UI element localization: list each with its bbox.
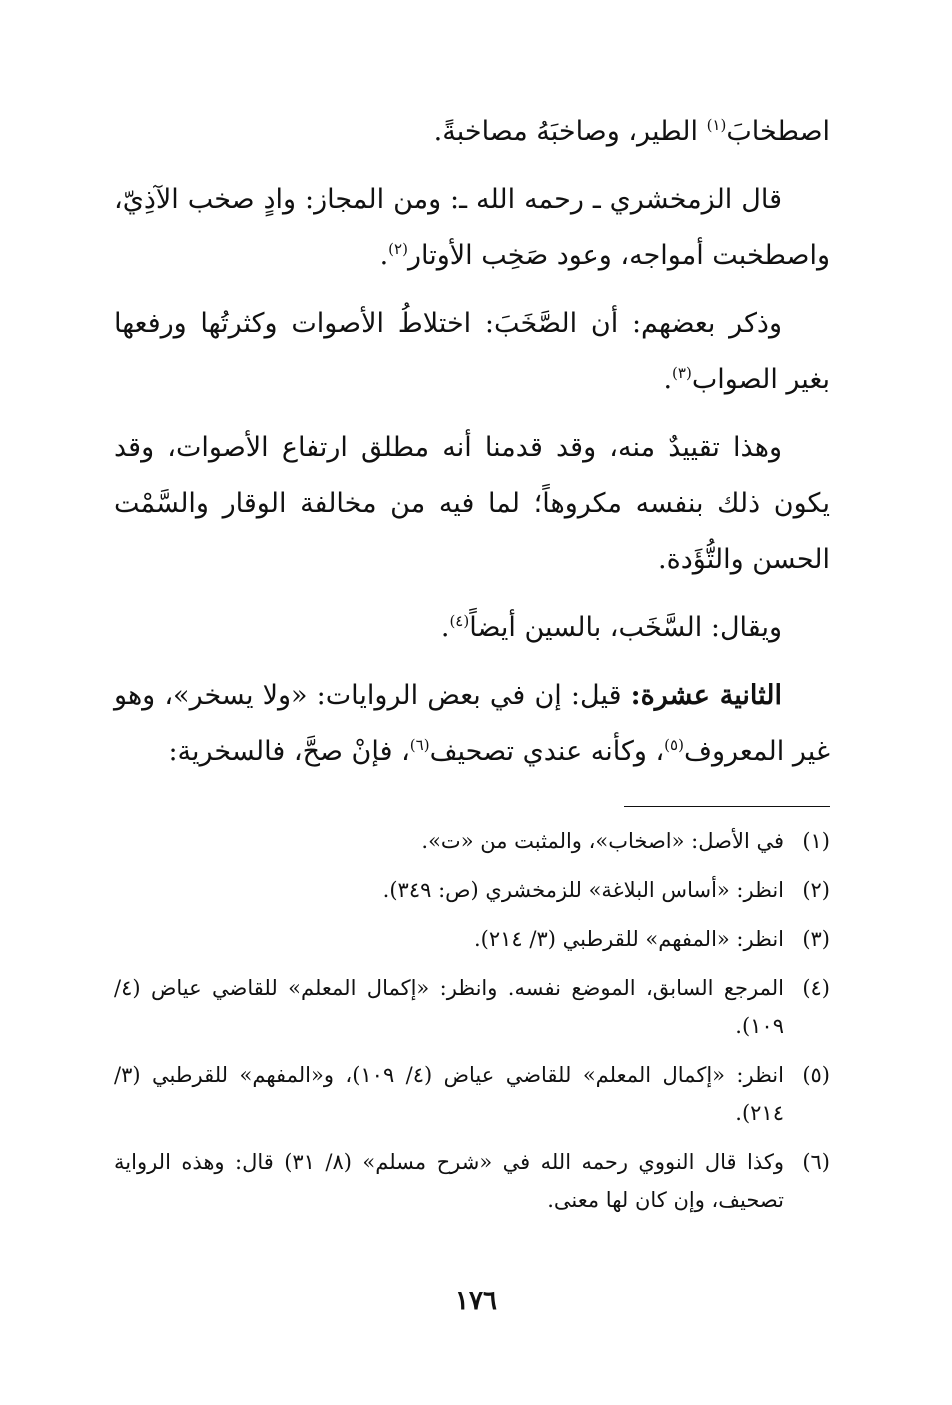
footnote-text: انظر: «أساس البلاغة» للزمخشري (ص: ٣٤٩). bbox=[382, 878, 784, 902]
footnote-item bbox=[114, 1056, 830, 1132]
footnote-item bbox=[114, 871, 830, 909]
footnote-ref-1: (١) bbox=[706, 116, 727, 134]
paragraph-2 bbox=[114, 172, 830, 284]
footnote-item bbox=[114, 920, 830, 958]
paragraph-4 bbox=[114, 420, 830, 588]
footnote-divider bbox=[624, 806, 830, 807]
footnote-number: (١) bbox=[802, 829, 830, 853]
footnote-number: (٣) bbox=[802, 927, 830, 951]
paragraph-text: وهذا تقييدٌ منه، وقد قدمنا أنه مطلق ارتفاع الأصوات، وقد يكون ذلك بنفسه مكروهاً؛ لما فيه من مخالفة الوقار والسَّمْت الحسن والتُّؤَدة. bbox=[114, 432, 830, 575]
section-heading: الثانية عشرة: bbox=[630, 680, 782, 711]
footnote-number: (٥) bbox=[802, 1063, 830, 1087]
page-number: ١٧٦ bbox=[455, 1286, 497, 1316]
footnote-item bbox=[114, 969, 830, 1045]
paragraph-text: . bbox=[379, 240, 389, 271]
footnote-item bbox=[114, 1143, 830, 1219]
footnote-text: انظر: «إكمال المعلم» للقاضي عياض (٤/ ١٠٩)، و«المفهم» للقرطبي (٣/ ٢١٤). bbox=[114, 1063, 784, 1125]
paragraph-text: قيل: إن في بعض الروايات: «ولا يسخر»، وهو غير المعروف bbox=[114, 680, 830, 767]
paragraph-3 bbox=[114, 296, 830, 408]
paragraph-text: الطير، وصاخبَهُ مصاخبةً. bbox=[433, 116, 707, 147]
footnote-number: (٦) bbox=[802, 1150, 830, 1174]
paragraph-text: ويقال: السَّخَب، بالسين أيضاً bbox=[469, 612, 782, 643]
paragraph-text: قال الزمخشري ـ رحمه الله ـ: ومن المجاز: وادٍ صخب الآذِيّ، واصطخبت أمواجه، وعود صَخِب الأوتار bbox=[114, 184, 830, 271]
footnote-ref-6: (٦) bbox=[409, 736, 430, 754]
footnote-text: انظر: «المفهم» للقرطبي (٣/ ٢١٤). bbox=[473, 927, 784, 951]
footnote-item bbox=[114, 822, 830, 860]
paragraph-text: . bbox=[663, 364, 673, 395]
paragraph-6 bbox=[114, 668, 830, 780]
footnote-ref-4: (٤) bbox=[449, 612, 470, 630]
footnote-number: (٢) bbox=[802, 878, 830, 902]
footnote-text: وكذا قال النووي رحمه الله في «شرح مسلم» (٨/ ٣١) قال: وهذه الرواية تصحيف، وإن كان لها معنى. bbox=[114, 1150, 784, 1212]
footnote-text: في الأصل: «اصخاب»، والمثبت من «ت». bbox=[421, 829, 784, 853]
paragraph-text: اصطخابَ bbox=[726, 116, 830, 147]
footnote-ref-3: (٣) bbox=[672, 364, 692, 382]
paragraph-text: . bbox=[440, 612, 450, 643]
paragraph-text: ، وكأنه عندي تصحيف bbox=[429, 736, 665, 767]
footnote-text: المرجع السابق، الموضع نفسه. وانظر: «إكمال المعلم» للقاضي عياض (٤/ ١٠٩). bbox=[114, 976, 784, 1038]
paragraph-text: وذكر بعضهم: أن الصَّخَبَ: اختلاطُ الأصوات وكثرتُها ورفعها بغير الصواب bbox=[114, 308, 830, 395]
main-text bbox=[114, 96, 830, 792]
paragraph-text: ، فإنْ صحَّ، فالسخرية: bbox=[168, 736, 410, 767]
footnote-ref-2: (٢) bbox=[388, 240, 408, 258]
paragraph-1 bbox=[114, 104, 830, 160]
footnotes bbox=[114, 822, 830, 1230]
footnote-number: (٤) bbox=[802, 976, 830, 1000]
footnote-ref-5: (٥) bbox=[664, 736, 684, 754]
paragraph-5 bbox=[114, 600, 830, 656]
